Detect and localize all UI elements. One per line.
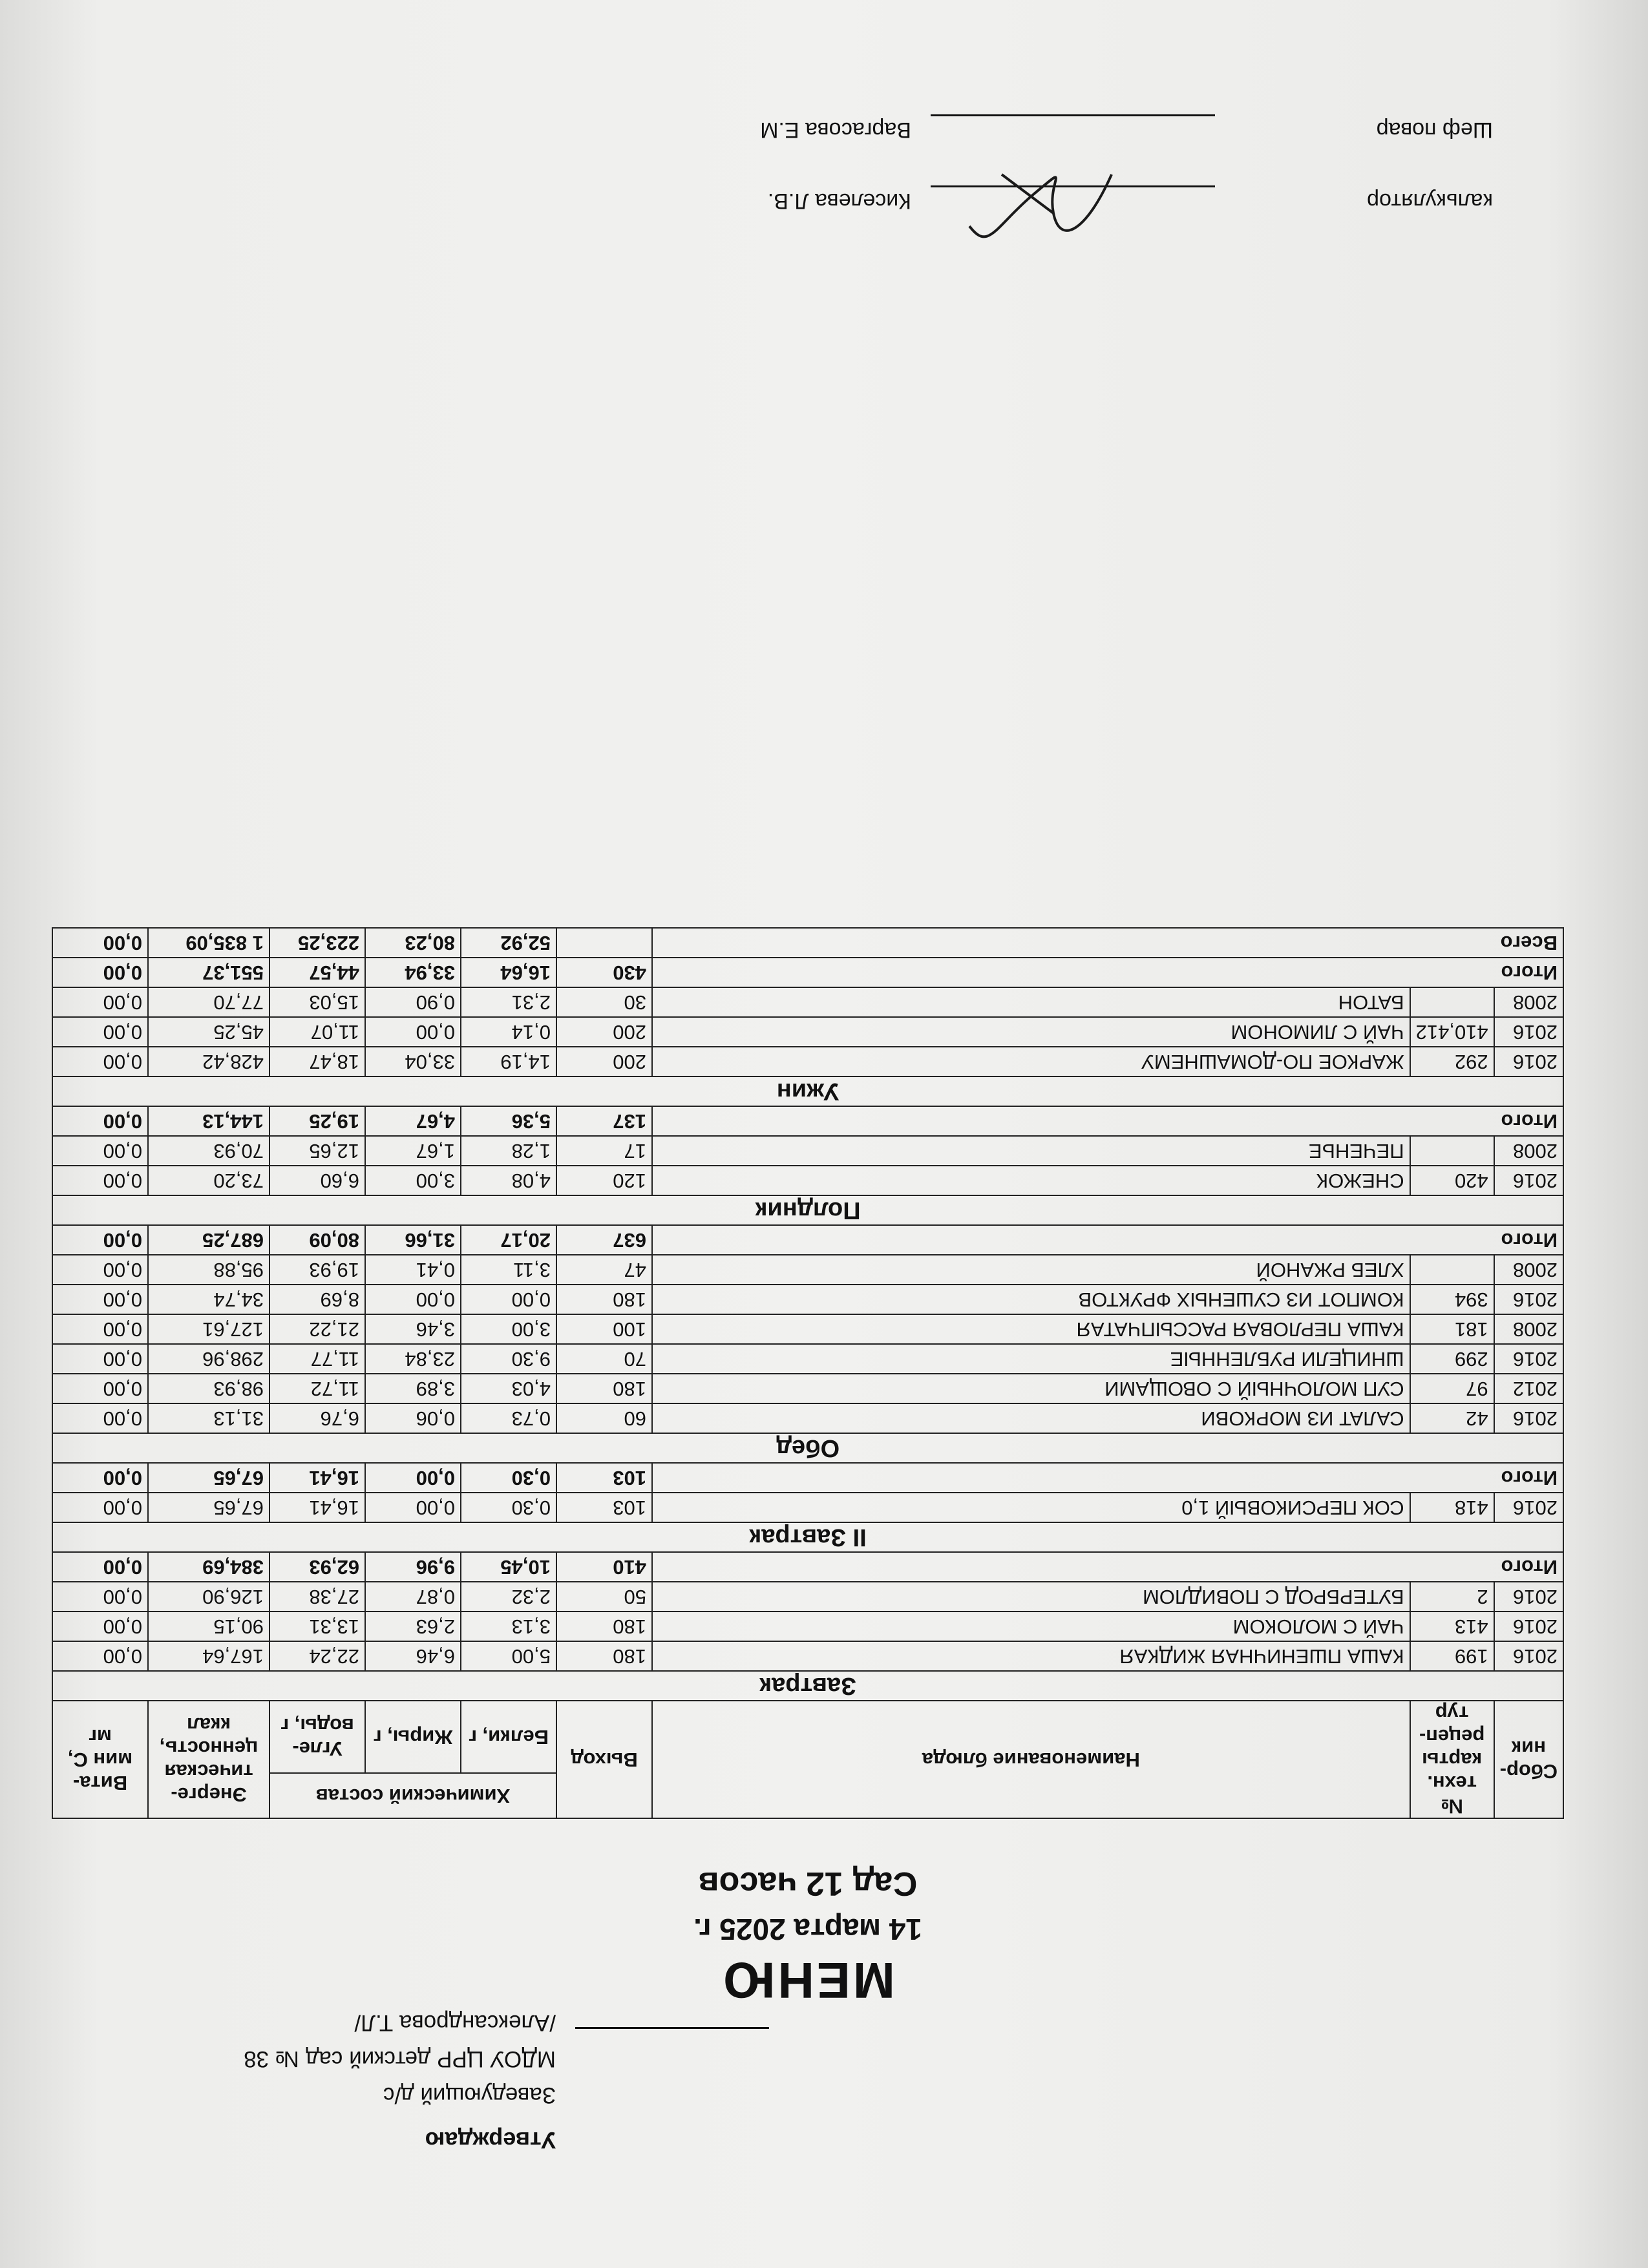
cell-energy: 90,15 [148,1612,269,1641]
total-energy: 384,69 [148,1552,269,1582]
cell-dish: СОК ПЕРСИКОВЫЙ 1,0 [652,1493,1410,1522]
cell-carb: 11,72 [269,1374,365,1403]
total-output: 103 [556,1463,652,1493]
meal-heading-row [52,1076,1563,1106]
cell-carb: 11,77 [269,1344,365,1374]
header-dish-name: Наименование блюда [652,1701,1410,1818]
cell-card: 394 [1410,1285,1494,1314]
cell-card: 420 [1410,1166,1494,1195]
header-protein: Белки, г [461,1701,556,1773]
total-label: Итого [652,1106,1563,1136]
total-energy: 144,13 [148,1106,269,1136]
meal-total-row [52,1225,1563,1255]
cell-year: 2008 [1494,1255,1563,1285]
cell-fat: 0,00 [365,1493,461,1522]
cell-card: 418 [1410,1493,1494,1522]
grand-total-energy: 1 835,09 [148,928,269,958]
cell-output: 120 [556,1166,652,1195]
cell-fat: 1,67 [365,1136,461,1166]
cell-card [1410,987,1494,1017]
total-fat: 9,96 [365,1552,461,1582]
cell-output: 180 [556,1285,652,1314]
cell-energy: 45,25 [148,1017,269,1047]
approval-organization: МДОУ ЦРР детский сад № 38 [244,2046,556,2072]
cell-carb: 12,65 [269,1136,365,1166]
total-energy: 687,25 [148,1225,269,1255]
total-fat: 4,67 [365,1106,461,1136]
menu-document [52,39,1564,2184]
cell-fat: 2,63 [365,1612,461,1641]
cell-dish: САЛАТ ИЗ МОРКОВИ [652,1403,1410,1433]
table-row [52,1255,1563,1285]
cell-fat: 3,89 [365,1374,461,1403]
cell-carb: 22,24 [269,1641,365,1671]
cell-energy: 298,96 [148,1344,269,1374]
approval-title: Утверждаю [425,2127,556,2154]
table-row [52,1612,1563,1641]
table-row [52,1136,1563,1166]
table-row [52,1314,1563,1344]
cell-vitamin: 0,00 [52,1314,148,1344]
cell-year: 2016 [1494,1493,1563,1522]
cell-card: 413 [1410,1612,1494,1641]
cell-vitamin: 0,00 [52,1403,148,1433]
header-carb: Угле-воды, г [269,1701,365,1773]
cell-output: 200 [556,1017,652,1047]
meal-heading-row [52,1195,1563,1225]
total-label: Итого [652,1225,1563,1255]
cell-fat: 0,00 [365,1285,461,1314]
total-carb: 44,57 [269,958,365,987]
table-row [52,1166,1563,1195]
table-row [52,1285,1563,1314]
cell-year: 2016 [1494,1344,1563,1374]
cell-output: 200 [556,1047,652,1076]
cell-vitamin: 0,00 [52,1255,148,1285]
meal-heading-row [52,1433,1563,1463]
cell-vitamin: 0,00 [52,1612,148,1641]
cell-card: 410,412 [1410,1017,1494,1047]
cell-year: 2008 [1494,987,1563,1017]
cell-output: 30 [556,987,652,1017]
meal-name: Ужин [52,1076,1563,1106]
cell-carb: 18,47 [269,1047,365,1076]
cell-carb: 21,22 [269,1314,365,1344]
cell-vitamin: 0,00 [52,1344,148,1374]
cell-card [1410,1136,1494,1166]
cell-protein: 2,31 [461,987,556,1017]
total-output: 410 [556,1552,652,1582]
total-vitamin: 0,00 [52,1463,148,1493]
total-energy: 551,37 [148,958,269,987]
table-row [52,1374,1563,1403]
meal-total-row [52,1106,1563,1136]
total-carb: 62,93 [269,1552,365,1582]
cell-protein: 4,08 [461,1166,556,1195]
cell-protein: 14,19 [461,1047,556,1076]
cell-carb: 13,31 [269,1612,365,1641]
cell-carb: 6,60 [269,1166,365,1195]
cell-output: 70 [556,1344,652,1374]
cell-dish: ЧАЙ С ЛИМОНОМ [652,1017,1410,1047]
cell-fat: 33,04 [365,1047,461,1076]
cell-year: 2016 [1494,1047,1563,1076]
cell-card: 199 [1410,1641,1494,1671]
cell-energy: 127,61 [148,1314,269,1344]
total-vitamin: 0,00 [52,958,148,987]
total-carb: 16,41 [269,1463,365,1493]
cell-fat: 3,00 [365,1166,461,1195]
cell-fat: 0,87 [365,1582,461,1612]
cell-output: 103 [556,1493,652,1522]
cell-protein: 2,32 [461,1582,556,1612]
cell-protein: 0,73 [461,1403,556,1433]
meal-total-row [52,1552,1563,1582]
cell-card: 2 [1410,1582,1494,1612]
cell-protein: 0,14 [461,1017,556,1047]
total-vitamin: 0,00 [52,1552,148,1582]
cell-year: 2016 [1494,1641,1563,1671]
cell-output: 180 [556,1374,652,1403]
grand-total-vitamin: 0,00 [52,928,148,958]
cell-vitamin: 0,00 [52,1047,148,1076]
cell-dish: ЖАРКОЕ ПО-ДОМАШНЕМУ [652,1047,1410,1076]
cell-output: 60 [556,1403,652,1433]
cell-energy: 70,93 [148,1136,269,1166]
cell-dish: ХЛЕБ РЖАНОЙ [652,1255,1410,1285]
cell-fat: 0,06 [365,1403,461,1433]
cell-year: 2016 [1494,1582,1563,1612]
cell-fat: 0,00 [365,1017,461,1047]
cell-dish: КОМПОТ ИЗ СУШЕНЫХ ФРУКТОВ [652,1285,1410,1314]
approval-signature-line [575,2027,769,2029]
approval-block [103,2004,556,2158]
cell-protein: 0,00 [461,1285,556,1314]
total-vitamin: 0,00 [52,1225,148,1255]
table-row [52,1641,1563,1671]
grand-total-protein: 52,92 [461,928,556,958]
cell-energy: 73,20 [148,1166,269,1195]
cell-output: 180 [556,1612,652,1641]
cell-protein: 3,11 [461,1255,556,1285]
cell-output: 17 [556,1136,652,1166]
cell-dish: ПЕЧЕНЬЕ [652,1136,1410,1166]
table-header-row [52,1773,1563,1818]
cell-year: 2016 [1494,1612,1563,1641]
header-collection: Сбор-ник [1494,1701,1563,1818]
meal-name: Полдник [52,1195,1563,1225]
cell-year: 2016 [1494,1403,1563,1433]
meal-name: Завтрак [52,1671,1563,1701]
cell-carb: 19,93 [269,1255,365,1285]
calculator-role: калькулятор [1367,189,1493,213]
cell-carb: 27,38 [269,1582,365,1612]
meal-heading-row [52,1671,1563,1701]
total-energy: 67,65 [148,1463,269,1493]
grand-total-output [556,928,652,958]
cell-energy: 34,74 [148,1285,269,1314]
cell-vitamin: 0,00 [52,1641,148,1671]
grand-total-fat: 80,23 [365,928,461,958]
meal-total-row [52,958,1563,987]
cell-energy: 126,90 [148,1582,269,1612]
cell-carb: 6,76 [269,1403,365,1433]
header-energy: Энерге-тическая ценность, ккал [148,1701,269,1818]
cell-fat: 23,84 [365,1344,461,1374]
cell-vitamin: 0,00 [52,1582,148,1612]
cell-protein: 1,28 [461,1136,556,1166]
cell-output: 180 [556,1641,652,1671]
cell-card: 299 [1410,1344,1494,1374]
total-carb: 19,25 [269,1106,365,1136]
table-row [52,987,1563,1017]
total-protein: 5,36 [461,1106,556,1136]
total-output: 637 [556,1225,652,1255]
handwritten-signature [950,149,1131,271]
cell-protein: 4,03 [461,1374,556,1403]
menu-date: 14 марта 2025 г. [693,1913,922,1946]
meal-name: Обед [52,1433,1563,1463]
cell-protein: 3,13 [461,1612,556,1641]
menu-table-body [52,928,1563,1701]
total-protein: 0,30 [461,1463,556,1493]
approval-position: Заведующий д/с [383,2083,556,2108]
grand-total-row [52,928,1563,958]
total-protein: 10,45 [461,1552,556,1582]
cell-fat: 0,41 [365,1255,461,1285]
cell-output: 50 [556,1582,652,1612]
cell-card: 42 [1410,1403,1494,1433]
cell-carb: 11,07 [269,1017,365,1047]
menu-subtitle: Сад 12 часов [698,1865,918,1902]
cell-year: 2008 [1494,1314,1563,1344]
chef-name: Варгасова Е.М [760,118,911,142]
cell-energy: 31,13 [148,1403,269,1433]
cell-carb: 8,69 [269,1285,365,1314]
cell-vitamin: 0,00 [52,1285,148,1314]
cell-dish: КАША ПШЕНИЧНАЯ ЖИДКАЯ [652,1641,1410,1671]
total-output: 430 [556,958,652,987]
cell-vitamin: 0,00 [52,1166,148,1195]
cell-carb: 16,41 [269,1493,365,1522]
header-output: Выход [556,1701,652,1818]
calculator-signature-row [200,174,1493,213]
cell-card: 97 [1410,1374,1494,1403]
calculator-name: Киселева Л.В. [767,189,911,213]
header-fat: Жиры, г [365,1701,461,1773]
cell-vitamin: 0,00 [52,987,148,1017]
cell-dish: БАТОН [652,987,1410,1017]
header-chemical-composition: Химический состав [269,1773,556,1818]
cell-card: 292 [1410,1047,1494,1076]
total-output: 137 [556,1106,652,1136]
cell-fat: 3,46 [365,1314,461,1344]
meal-total-row [52,1463,1563,1493]
total-carb: 80,09 [269,1225,365,1255]
cell-dish: ШНИЦЕЛИ РУБЛЕННЫЕ [652,1344,1410,1374]
cell-vitamin: 0,00 [52,1136,148,1166]
cell-year: 2016 [1494,1017,1563,1047]
cell-energy: 167,64 [148,1641,269,1671]
cell-year: 2008 [1494,1136,1563,1166]
table-row [52,1403,1563,1433]
approval-person: /Александрова Т.Л/ [354,2010,556,2035]
table-row [52,1344,1563,1374]
cell-protein: 9,30 [461,1344,556,1374]
document-header [52,1864,1564,2010]
cell-dish: БУТЕРБРОД С ПОВИДЛОМ [652,1582,1410,1612]
cell-energy: 95,88 [148,1255,269,1285]
total-label: Итого [652,1463,1563,1493]
cell-energy: 67,65 [148,1493,269,1522]
grand-total-label: Всего [652,928,1563,958]
cell-energy: 98,93 [148,1374,269,1403]
total-fat: 31,66 [365,1225,461,1255]
table-row [52,1017,1563,1047]
grand-total-carb: 223,25 [269,928,365,958]
total-vitamin: 0,00 [52,1106,148,1136]
cell-output: 100 [556,1314,652,1344]
cell-carb: 15,03 [269,987,365,1017]
cell-energy: 77,70 [148,987,269,1017]
total-protein: 20,17 [461,1225,556,1255]
cell-dish: КАША ПЕРЛОВАЯ РАССЫПЧАТАЯ [652,1314,1410,1344]
cell-fat: 6,46 [365,1641,461,1671]
chef-role: Шеф повар [1376,118,1493,142]
total-fat: 33,94 [365,958,461,987]
cell-protein: 3,00 [461,1314,556,1344]
cell-vitamin: 0,00 [52,1017,148,1047]
menu-table [52,927,1564,1819]
cell-vitamin: 0,00 [52,1374,148,1403]
cell-dish: ЧАЙ С МОЛОКОМ [652,1612,1410,1641]
chef-signature-line [931,114,1215,116]
total-protein: 16,64 [461,958,556,987]
chef-signature-row [200,103,1493,142]
cell-fat: 0,90 [365,987,461,1017]
cell-year: 2012 [1494,1374,1563,1403]
cell-card: 181 [1410,1314,1494,1344]
table-row [52,1493,1563,1522]
meal-name: II Завтрак [52,1522,1563,1552]
cell-year: 2016 [1494,1166,1563,1195]
header-vitamin: Вита-мин С, мг [52,1701,148,1818]
table-row [52,1047,1563,1076]
total-fat: 0,00 [365,1463,461,1493]
total-label: Итого [652,1552,1563,1582]
total-label: Итого [652,958,1563,987]
cell-energy: 428,42 [148,1047,269,1076]
cell-output: 47 [556,1255,652,1285]
page-title: МЕНЮ [721,1952,895,2009]
header-card-number: № техн. карты рецеп-тур [1410,1701,1494,1818]
cell-vitamin: 0,00 [52,1493,148,1522]
meal-heading-row [52,1522,1563,1552]
table-row [52,1582,1563,1612]
cell-dish: СНЕЖОК [652,1166,1410,1195]
cell-card [1410,1255,1494,1285]
cell-protein: 0,30 [461,1493,556,1522]
cell-protein: 5,00 [461,1641,556,1671]
cell-dish: СУП МОЛОЧНЫЙ С ОВОЩАМИ [652,1374,1410,1403]
cell-year: 2016 [1494,1285,1563,1314]
